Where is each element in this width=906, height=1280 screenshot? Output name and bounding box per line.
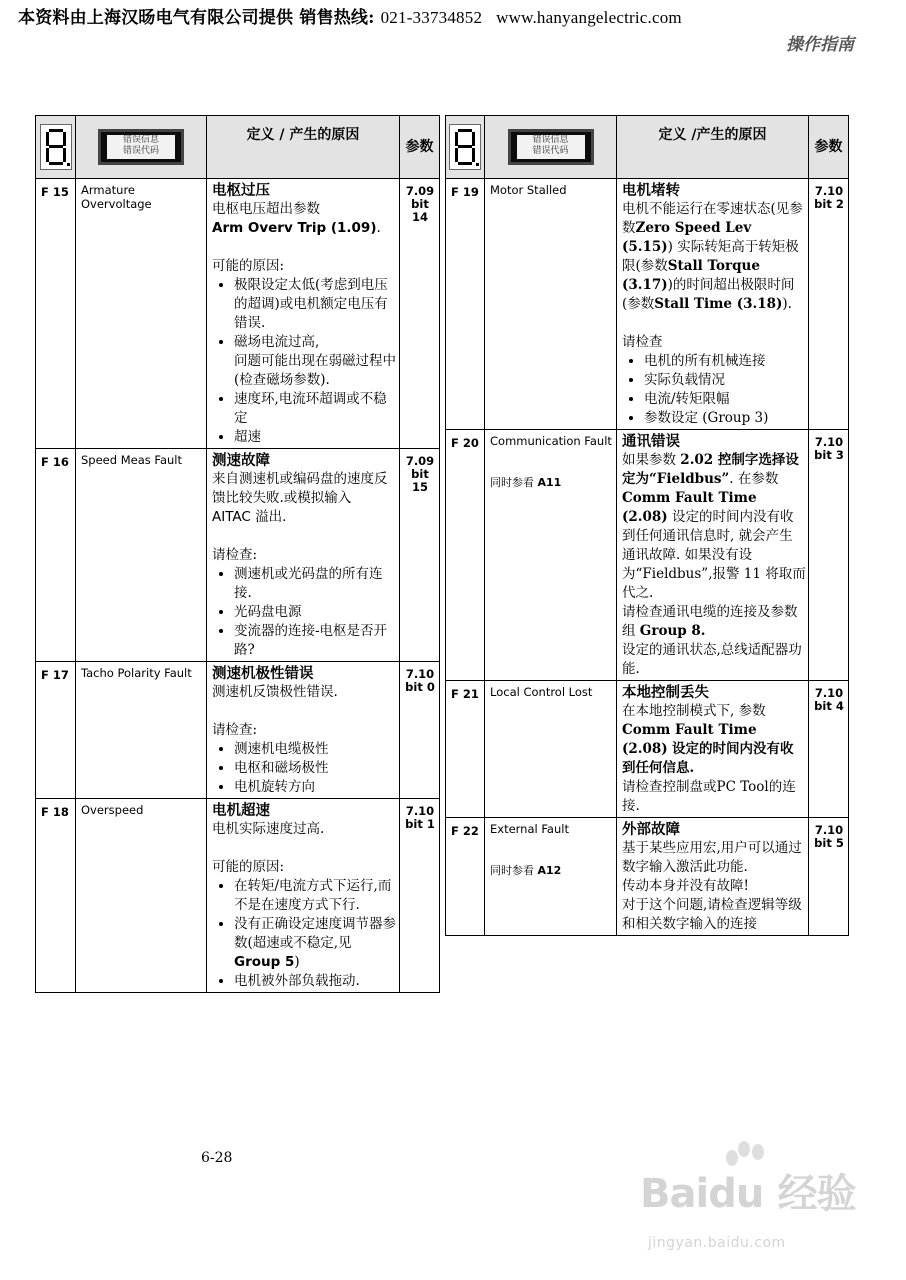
check-list [212, 740, 397, 797]
see-also: 同时参看 A11 [490, 476, 562, 489]
list-item: • 电枢和磁场极性 [234, 759, 397, 778]
list-item: • 测速机或光码盘的所有连接. [234, 565, 397, 603]
table-row [36, 179, 440, 449]
checks-intro: 请检查: [212, 722, 258, 738]
fault-definition [207, 449, 400, 662]
fault-title: 测速故障 [212, 452, 270, 469]
fault-definition [207, 799, 400, 993]
definition-header: 定义 /产生的原因 [617, 116, 809, 179]
website-text: www.hanyangelectric.com [496, 8, 682, 27]
fault-name: Communication Fault 同时参看 A11 [485, 430, 617, 681]
section-title: 操作指南 [786, 35, 854, 55]
fault-title: 本地控制丢失 [622, 684, 709, 701]
check-list [622, 352, 806, 428]
table-row [36, 662, 440, 799]
header-distributor-line [18, 3, 682, 28]
fault-check-tail: 设定的通讯状态,总线适配器功能. [622, 642, 802, 677]
phone-number: 021-33734852 [380, 8, 483, 27]
lcd-line-error-message: 错误信息 [532, 135, 569, 145]
fault-title: 通讯错误 [622, 433, 680, 450]
lcd-line-error-message: 错误信息 [122, 135, 159, 145]
list-item: • 超速 [234, 428, 397, 447]
param-ref: 7.10 bit 5 [809, 818, 849, 936]
fault-definition [617, 430, 809, 681]
param-ref: 7.10 bit 0 [400, 662, 440, 799]
fault-check: 对于这个问题,请检查逻辑等级和相关数字输入的连接 [622, 897, 802, 932]
param-ref: 7.10 bit 3 [809, 430, 849, 681]
lcd-panel-icon [76, 116, 207, 179]
fault-definition [617, 179, 809, 430]
company-text: 本资料由上海汉旸电气有限公司提供 销售热线: [18, 8, 375, 28]
list-item: • 电机旋转方向 [234, 778, 397, 797]
list-item: • 光码盘电源 [234, 603, 397, 622]
fault-description: 电机不能运行在零速状态(见参数Zero Speed Lev (5.15)) 实际转矩高于转矩极限(参数Stall Torque (3.17))的时间超出极限时间(参数Stall Time (3.18)). [622, 201, 803, 312]
lcd-line-error-code: 错误代码 [532, 146, 569, 156]
lcd-panel-icon [485, 116, 617, 179]
fault-check: 请检查控制盘或PC Tool的连接. [622, 779, 796, 814]
fault-name: Armature Overvoltage [76, 179, 207, 449]
param-ref: 7.10 bit 4 [809, 681, 849, 818]
list-item: • 极限设定太低(考虑到电压的超调)或电机额定电压有错误. [234, 276, 397, 333]
fault-name: Speed Meas Fault [76, 449, 207, 662]
fault-name: Motor Stalled [485, 179, 617, 430]
list-item: • 电机被外部负载拖动. [234, 972, 397, 991]
table-row [446, 681, 849, 818]
baidu-jingyan-watermark [640, 1140, 870, 1270]
fault-description: 电枢电压超出参数 [212, 201, 320, 217]
list-item: • 参数设定 (Group 3) [644, 409, 806, 428]
param-ref: 7.10 bit 2 [809, 179, 849, 430]
list-item: • 实际负载情况 [644, 371, 806, 390]
fault-note: 传动本身并没有故障! [622, 878, 749, 894]
list-item: • 在转矩/电流方式下运行,而不是在速度方式下行. [234, 877, 397, 915]
list-item: • 速度环,电流环超调或不稳定 [234, 390, 397, 428]
param-header: 参数 [400, 116, 440, 179]
fault-definition: 电枢过压 电枢电压超出参数 Arm Overv Trip (1.09). 可能的原因: • 极限设定太低(考虑到电压的超调)或电机额定电压有错误. • 磁场电流过高, 问题可能出现在弱磁过程中 (检查磁场参数). • 速度环,电流环超调或不稳定 • 超速 [207, 179, 400, 449]
table-header-row [446, 116, 849, 179]
watermark-url: jingyan.baidu.com [648, 1235, 786, 1251]
list-item: • 电流/转矩限幅 [644, 390, 806, 409]
fault-code: F 22 [446, 818, 485, 936]
lcd-line-error-code: 错误代码 [122, 146, 159, 156]
fault-code: F 19 [446, 179, 485, 430]
fault-code: F 18 [36, 799, 76, 993]
checks-intro: 请检查 [622, 334, 663, 350]
table-row [446, 818, 849, 936]
param-ref: 7.10 bit 1 [400, 799, 440, 993]
fault-definition [617, 681, 809, 818]
causes-intro: 可能的原因: [212, 859, 285, 875]
cause-list [212, 877, 397, 991]
fault-check: 请检查通讯电缆的连接及参数组 Group 8. [622, 604, 798, 639]
fault-code: F 21 [446, 681, 485, 818]
fault-description: 来自测速机或编码盘的速度反馈比较失败.或模拟输入 [212, 471, 388, 506]
list-item: • 电机的所有机械连接 [644, 352, 806, 371]
fault-title: 测速机极性错误 [212, 665, 314, 682]
causes-intro: 可能的原因: [212, 258, 285, 274]
seven-segment-display-icon [446, 116, 485, 179]
fault-name: Local Control Lost [485, 681, 617, 818]
see-also: 同时参看 A12 [490, 864, 562, 877]
list-item: • 磁场电流过高, 问题可能出现在弱磁过程中 (检查磁场参数). [234, 333, 397, 390]
fault-table-right [445, 115, 849, 936]
fault-description: 电机实际速度过高. [212, 821, 325, 837]
definition-header: 定义 / 产生的原因 [207, 116, 400, 179]
fault-definition [207, 662, 400, 799]
list-item: • 没有正确设定速度调节器参数(超速或不稳定,见Group 5) [234, 915, 397, 972]
fault-code: F 16 [36, 449, 76, 662]
table-row [36, 799, 440, 993]
param-ref: 7.09 bit 15 [400, 449, 440, 662]
check-list [212, 565, 397, 660]
cause-list [212, 276, 397, 447]
page-number: 6-28 [201, 1150, 233, 1166]
list-item: • 变流器的连接-电枢是否开路? [234, 622, 397, 660]
table-row [446, 179, 849, 430]
table-row [36, 449, 440, 662]
fault-name: Tacho Polarity Fault [76, 662, 207, 799]
fault-code: F 20 [446, 430, 485, 681]
fault-description: 基于某些应用宏,用户可以通过数字输入激活此功能. [622, 840, 802, 875]
fault-title: 电枢过压 [212, 182, 270, 199]
fault-table-left [35, 115, 440, 993]
table-row [446, 430, 849, 681]
fault-description: 如果参数 2.02 控制字选择设定为“Fieldbus”. 在参数 Comm Fault Time (2.08) 设定的时间内没有收到任何通讯信息时, 就会产生通讯故障. 如果没有设为“Fieldbus”,报警 11 将取而代之. [622, 452, 806, 601]
table-header-row [36, 116, 440, 179]
fault-title: 电机堵转 [622, 182, 680, 199]
fault-code: F 17 [36, 662, 76, 799]
fault-description: 在本地控制模式下, 参数 Comm Fault Time (2.08) 设定的时间内没有收到任何信息. [622, 703, 794, 776]
fault-code: F 15 [36, 179, 76, 449]
param-header: 参数 [809, 116, 849, 179]
fault-name: Overspeed [76, 799, 207, 993]
fault-title: 外部故障 [622, 821, 680, 838]
fault-name: External Fault 同时参看 A12 [485, 818, 617, 936]
fault-title: 电机超速 [212, 802, 270, 819]
watermark-brand: Baidu 经验 [640, 1171, 856, 1217]
list-item: • 测速机电缆极性 [234, 740, 397, 759]
seven-segment-display-icon [36, 116, 76, 179]
checks-intro: 请检查: [212, 547, 258, 563]
param-reference: Arm Overv Trip (1.09) [212, 220, 377, 236]
param-ref: 7.09 bit 14 [400, 179, 440, 449]
fault-definition [617, 818, 809, 936]
fault-description-tail: AITAC 溢出. [212, 509, 287, 525]
fault-description: 测速机反馈极性错误. [212, 684, 338, 700]
